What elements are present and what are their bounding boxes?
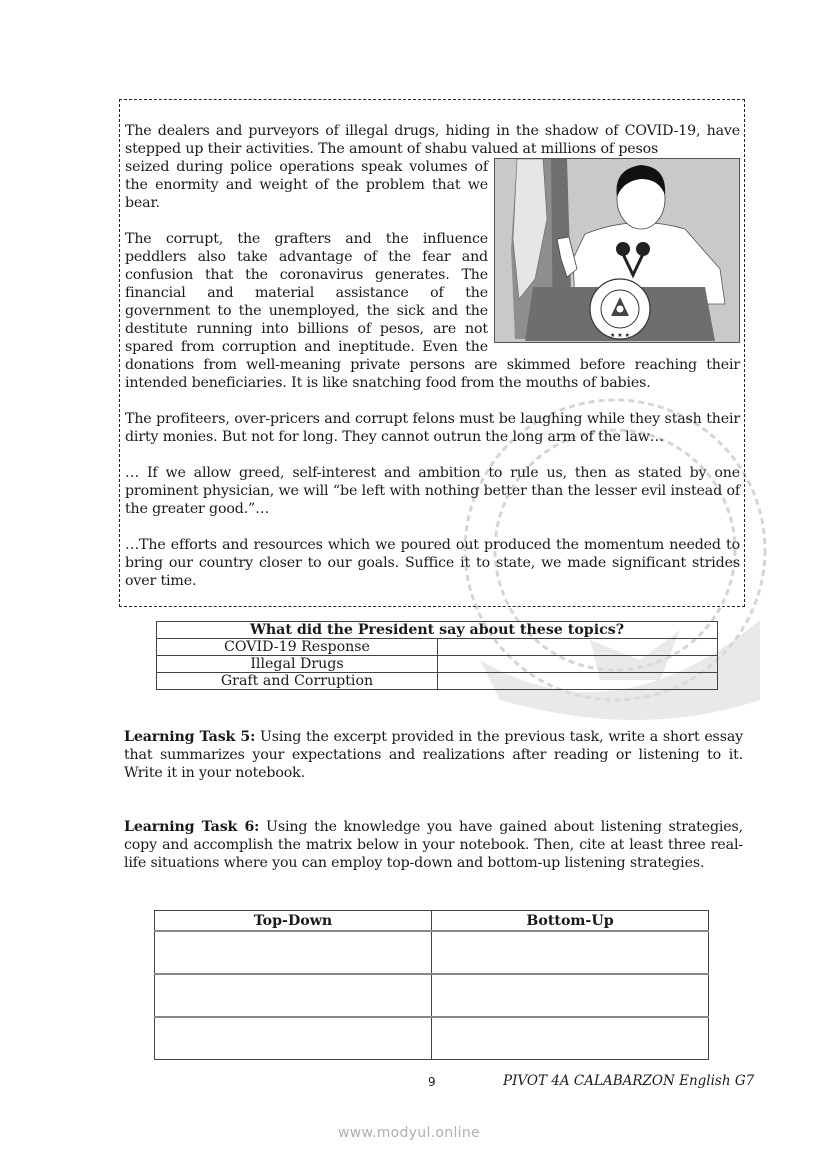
learning-task-5-text: Using the excerpt provided in the previous task, write a short essay that summarizes your expectations and realizations after reading or listening to it. Write it in your notebook. (124, 729, 743, 781)
learning-task-6-label: Learning Task 6: (124, 819, 260, 835)
footer-title: PIVOT 4A CALABARZON English G7 (503, 1073, 755, 1089)
excerpt-paragraph-5: …The efforts and resources which we poured out produced the momentum needed to bring our country closer to our goals. Suffice it to state, we made significant strides over time. (125, 537, 740, 589)
learning-task-6-text: Using the knowledge you have gained about listening strategies, copy and accomplish the matrix below in your notebook. Then, cite at least three real-life situations where you can employ top-down and bottom-up listening strategies. (124, 819, 744, 871)
table-row (157, 673, 718, 690)
excerpt-paragraph-3: The profiteers, over-pricers and corrupt felons must be laughing while they stash their dirty monies. But not for long. They cannot outrun the long arm of the law… (125, 411, 740, 445)
website-watermark: www.modyul.online (338, 1125, 480, 1141)
svg-text:★ ★ ★: ★ ★ ★ (610, 332, 630, 339)
excerpt-paragraph-2: The corrupt, the grafters and the influence peddlers also take advantage of the fear and confusion that the coronavirus generates. The financial and material assistance of the government to the unemployed, the sick and the destitute running into billions of pesos, are not spared from corruption and ineptitude. Even the donations from well-meaning private persons are skimmed before reaching their intended beneficiaries. It is like snatching food from the mouths of babies. (125, 231, 740, 391)
matrix-cell[interactable] (432, 1017, 709, 1060)
topic-label: COVID-19 Response (157, 639, 438, 656)
excerpt-box (119, 99, 745, 607)
topic-answer-cell[interactable] (438, 639, 718, 656)
topics-table (156, 621, 718, 690)
excerpt-paragraph-4: … If we allow greed, self-interest and ambition to rule us, then as stated by one prominent physician, we will “be left with nothing better than the lesser evil instead of the greater good.”… (125, 465, 740, 517)
learning-task-5 (124, 728, 743, 782)
topics-table-header: What did the President say about these topics? (157, 622, 718, 639)
president-illustration (494, 158, 740, 343)
excerpt-paragraph-1-rest: seized during police operations speak volumes of the enormity and weight of the problem that we bear. (125, 159, 488, 211)
matrix-cell[interactable] (155, 931, 432, 974)
table-row (155, 931, 709, 974)
matrix-cell[interactable] (432, 974, 709, 1017)
topic-answer-cell[interactable] (438, 656, 718, 673)
topic-label: Illegal Drugs (157, 656, 438, 673)
table-row (157, 656, 718, 673)
topic-label: Graft and Corruption (157, 673, 438, 690)
page-number: 9 (428, 1075, 436, 1089)
table-row (155, 1017, 709, 1060)
learning-task-5-label: Learning Task 5: (124, 729, 256, 745)
matrix-cell[interactable] (432, 931, 709, 974)
topic-answer-cell[interactable] (438, 673, 718, 690)
excerpt-paragraph-1-line: The dealers and purveyors of illegal drugs, hiding in the shadow of COVID-19, have stepped up their activities. The amount of shabu valued at millions of pesos (125, 123, 740, 157)
table-row (155, 974, 709, 1017)
listening-strategies-matrix (154, 910, 709, 1060)
matrix-cell[interactable] (155, 1017, 432, 1060)
matrix-header-bottom-up: Bottom-Up (432, 911, 709, 932)
matrix-header-top-down: Top-Down (155, 911, 432, 932)
learning-task-6 (124, 818, 743, 872)
table-row (157, 639, 718, 656)
matrix-cell[interactable] (155, 974, 432, 1017)
president-at-podium-image (495, 159, 738, 341)
